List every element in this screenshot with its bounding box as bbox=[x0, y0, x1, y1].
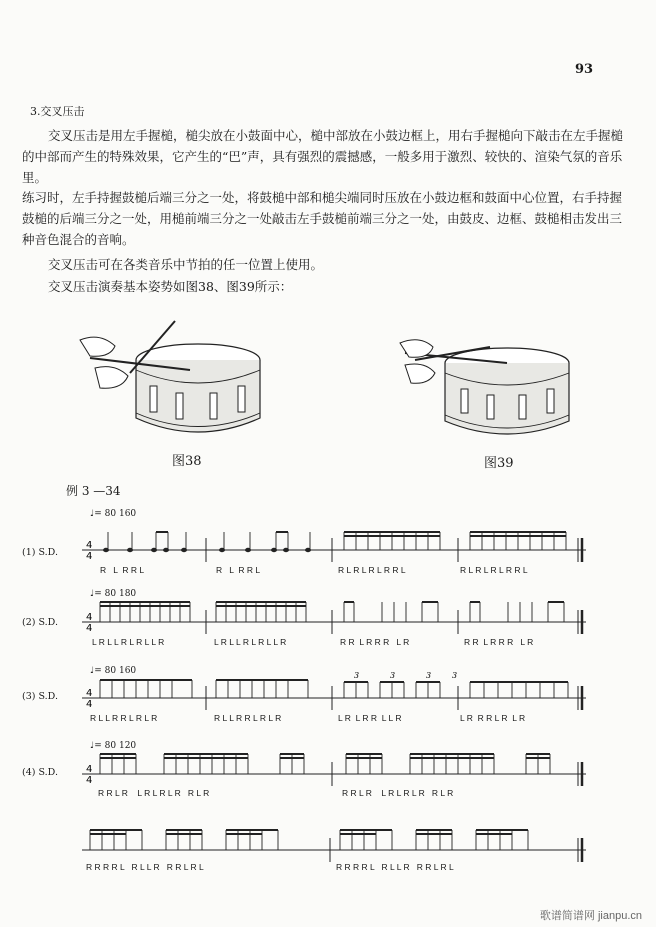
watermark: 歌谱简谱网 jianpu.cn bbox=[539, 910, 642, 922]
figure-39-caption: 图39 bbox=[484, 456, 514, 471]
exercise-label-1: (1) S.D. bbox=[22, 547, 58, 558]
svg-text:4: 4 bbox=[86, 551, 93, 562]
sticking-1-3: R L R L R L R R L bbox=[338, 565, 406, 575]
svg-text:4: 4 bbox=[86, 623, 93, 634]
sticking-2-2: L R L L R L R L L R bbox=[214, 637, 287, 647]
svg-text:4: 4 bbox=[86, 612, 93, 623]
svg-text:4: 4 bbox=[86, 699, 93, 710]
tempo-marking-2: ♩= 80 180 bbox=[90, 589, 137, 599]
sticking-3-2: R L L R R L R L R bbox=[214, 713, 282, 723]
triplet-mark: 3 bbox=[354, 671, 360, 680]
example-label: 例 3 —34 bbox=[66, 484, 121, 498]
paragraph-1: 交叉压击是用左手握槌，槌尖放在小鼓面中心，槌中部放在小鼓边框上，用右手握槌向下敲击在左手握槌的中部而产生的特殊效果，它产生的“巴”声，具有强烈的震撼感，一般多用于激烈、较快的、渲染气氛的音乐里。 bbox=[22, 128, 624, 185]
figure-38-caption: 图38 bbox=[172, 454, 202, 469]
triplet-mark: 3 bbox=[390, 671, 396, 680]
page-number: 93 bbox=[575, 62, 594, 77]
staff-4 bbox=[82, 744, 588, 790]
exercise-label-2: (2) S.D. bbox=[22, 617, 58, 628]
svg-text:4: 4 bbox=[86, 688, 93, 699]
staff-2 bbox=[82, 592, 588, 640]
sticking-1-1: R L R R L bbox=[100, 565, 145, 575]
svg-text:4: 4 bbox=[86, 764, 93, 775]
sticking-5-2: R R R R L R L L R R R L R L bbox=[336, 862, 454, 872]
tempo-marking-1: ♩= 80 160 bbox=[90, 509, 137, 519]
paragraph-3: 交叉压击可在各类音乐中节拍的任一位置上使用。 bbox=[48, 257, 324, 272]
sticking-3-3: L R L R R L L R bbox=[338, 713, 402, 723]
sticking-3-1: R L L R R L R L R bbox=[90, 713, 158, 723]
staff-1 bbox=[82, 520, 588, 570]
exercise-label-4: (4) S.D. bbox=[22, 767, 58, 778]
triplet-mark: 3 bbox=[452, 671, 458, 680]
triplet-mark: 3 bbox=[426, 671, 432, 680]
staff-3 bbox=[82, 668, 588, 716]
staff-5 bbox=[82, 820, 588, 866]
tempo-marking-4: ♩= 80 120 bbox=[90, 741, 137, 751]
paragraph-2: 练习时，左手持握鼓槌后端三分之一处，将鼓槌中部和槌尖端同时压放在小鼓边框和鼓面中心位置，右手持握鼓槌的后端三分之一处，用槌前端三分之一处敲击左手鼓槌前端三分之一处，由鼓皮、边框、鼓槌相击发出三种音色混合的音响。 bbox=[22, 190, 623, 247]
sticking-4-2: R R L R L R L R L R R L R bbox=[342, 788, 454, 798]
sticking-4-1: R R L R L R L R L R R L R bbox=[98, 788, 210, 798]
sticking-2-1: L R L L R L R L L R bbox=[92, 637, 165, 647]
sticking-1-4: R L R L R L R R L bbox=[460, 565, 528, 575]
svg-text:4: 4 bbox=[86, 540, 93, 551]
paragraph-4: 交叉压击演奏基本姿势如图38、图39所示： bbox=[48, 279, 293, 294]
figure-39-drum-illustration bbox=[395, 325, 585, 445]
figure-38-drum-illustration bbox=[70, 318, 270, 443]
sticking-3-4: L R R R L R L R bbox=[460, 713, 526, 723]
sticking-1-2: R L R R L bbox=[216, 565, 261, 575]
sticking-2-3: R R L R R R L R bbox=[340, 637, 410, 647]
tempo-marking-3: ♩= 80 160 bbox=[90, 666, 137, 676]
svg-text:4: 4 bbox=[86, 775, 93, 786]
section-title: 3.交叉压击 bbox=[30, 105, 85, 118]
exercise-label-3: (3) S.D. bbox=[22, 691, 58, 702]
sticking-5-1: R R R R L R L L R R R L R L bbox=[86, 862, 204, 872]
sticking-2-4: R R L R R R L R bbox=[464, 637, 534, 647]
